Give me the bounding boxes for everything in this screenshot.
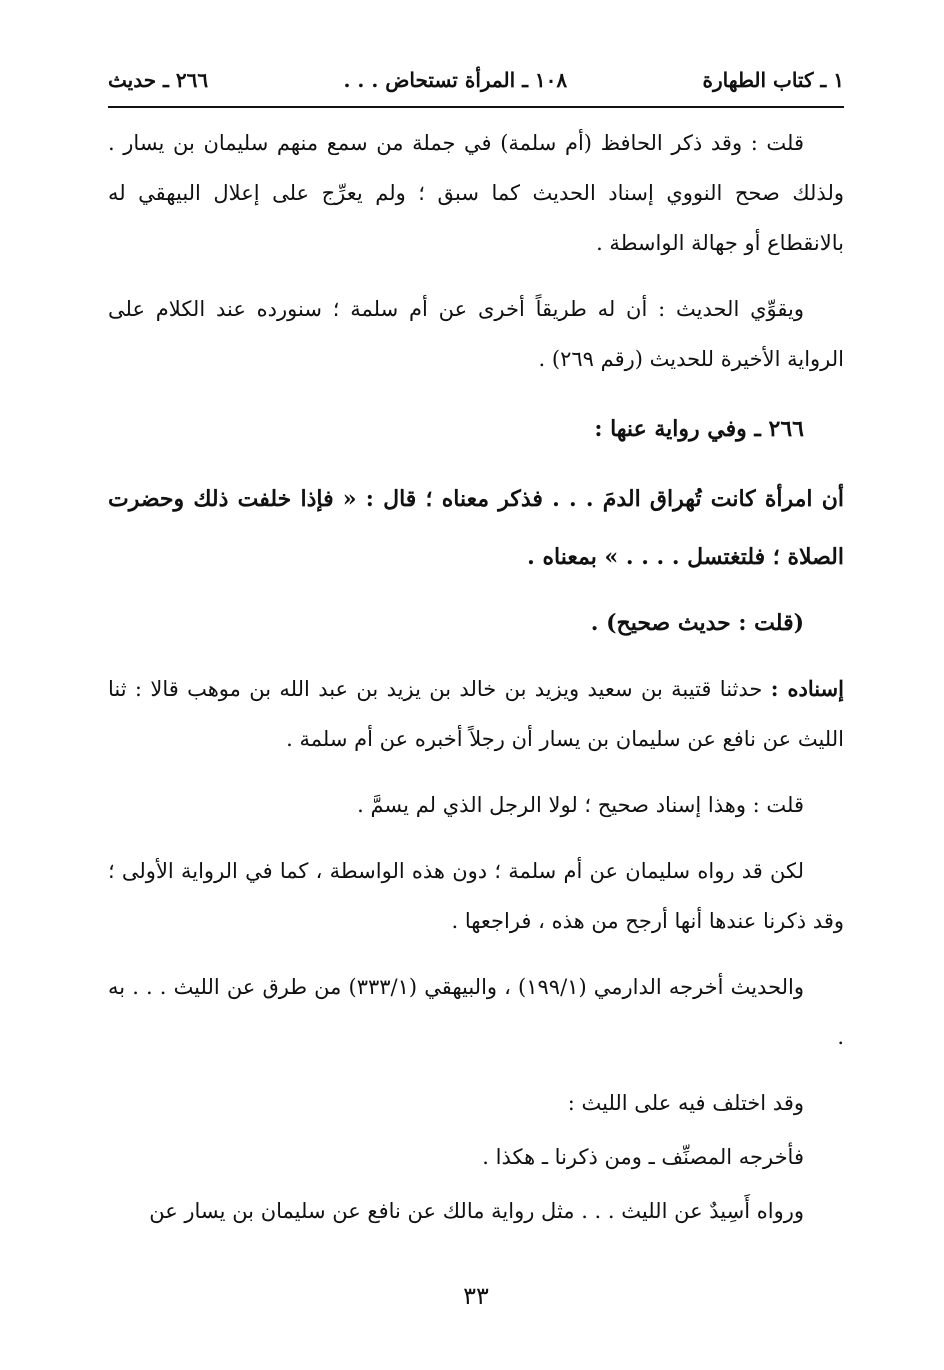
hadith-heading: ٢٦٦ ـ وفي رواية عنها :: [594, 416, 804, 442]
page-number: ٣٣: [463, 1282, 489, 1310]
isnad-paragraph: [108, 664, 844, 764]
isnad-text: حدثنا قتيبة بن سعيد ويزيد بن خالد بن يزيد بن عبد الله بن موهب قالا : ثنا الليث عن نافع عن سليمان بن يسار أن رجلاً أخبره عن أم سلمة .: [108, 677, 844, 751]
paragraph-2: ويقوِّي الحديث : أن له طريقاً أخرى عن أم سلمة ؛ سنورده عند الكلام على الرواية الأخيرة للحديث (رقم ٢٦٩) .: [108, 297, 844, 371]
paragraph-12: ورواه أَسِيدٌ عن الليث . . . مثل رواية مالك عن نافع عن سليمان بن يسار عن: [149, 1199, 804, 1223]
paragraph-8: لكن قد رواه سليمان عن أم سلمة ؛ دون هذه الواسطة ، كما في الرواية الأولى ؛ وقد ذكرنا عندها أنها أرجح من هذه ، فراجعها .: [108, 859, 844, 933]
header-hadith-number: ٢٦٦ ـ حديث: [108, 68, 209, 92]
page-body: [108, 118, 844, 1252]
hadith-grade: (قلت : حديث صحيح) .: [590, 610, 804, 636]
book-page: [108, 0, 844, 1370]
paragraph-10: وقد اختلف فيه على الليث :: [567, 1091, 804, 1115]
hadith-text: أن امرأة كانت تُهراق الدمَ . . . فذكر معناه ؛ قال : « فإذا خلفت ذلك وحضرت الصلاة ؛ فلتغتسل . . . . » بمعناه .: [108, 486, 844, 570]
paragraph-1: قلت : وقد ذكر الحافظ (أم سلمة) في جملة من سمع منهم سليمان بن يسار . ولذلك صحح النووي إسناد الحديث كما سبق ؛ ولم يعرِّج على إعلال البيهقي له بالانقطاع أو جهالة الواسطة .: [108, 131, 844, 255]
isnad-label: إسناده :: [770, 676, 844, 701]
paragraph-11: فأخرجه المصنِّف ـ ومن ذكرنا ـ هكذا .: [482, 1145, 804, 1169]
header-chapter: ١ ـ كتاب الطهارة: [702, 68, 844, 92]
running-header: [108, 62, 844, 98]
header-rule: [108, 106, 844, 108]
paragraph-7: قلت : وهذا إسناد صحيح ؛ لولا الرجل الذي لم يسمَّ .: [357, 793, 804, 817]
header-section: ١٠٨ ـ المرأة تستحاض . . .: [343, 68, 568, 92]
paragraph-9: والحديث أخرجه الدارمي (١٩٩/١) ، والبيهقي (٣٣٣/١) من طرق عن الليث . . . به .: [108, 975, 844, 1049]
